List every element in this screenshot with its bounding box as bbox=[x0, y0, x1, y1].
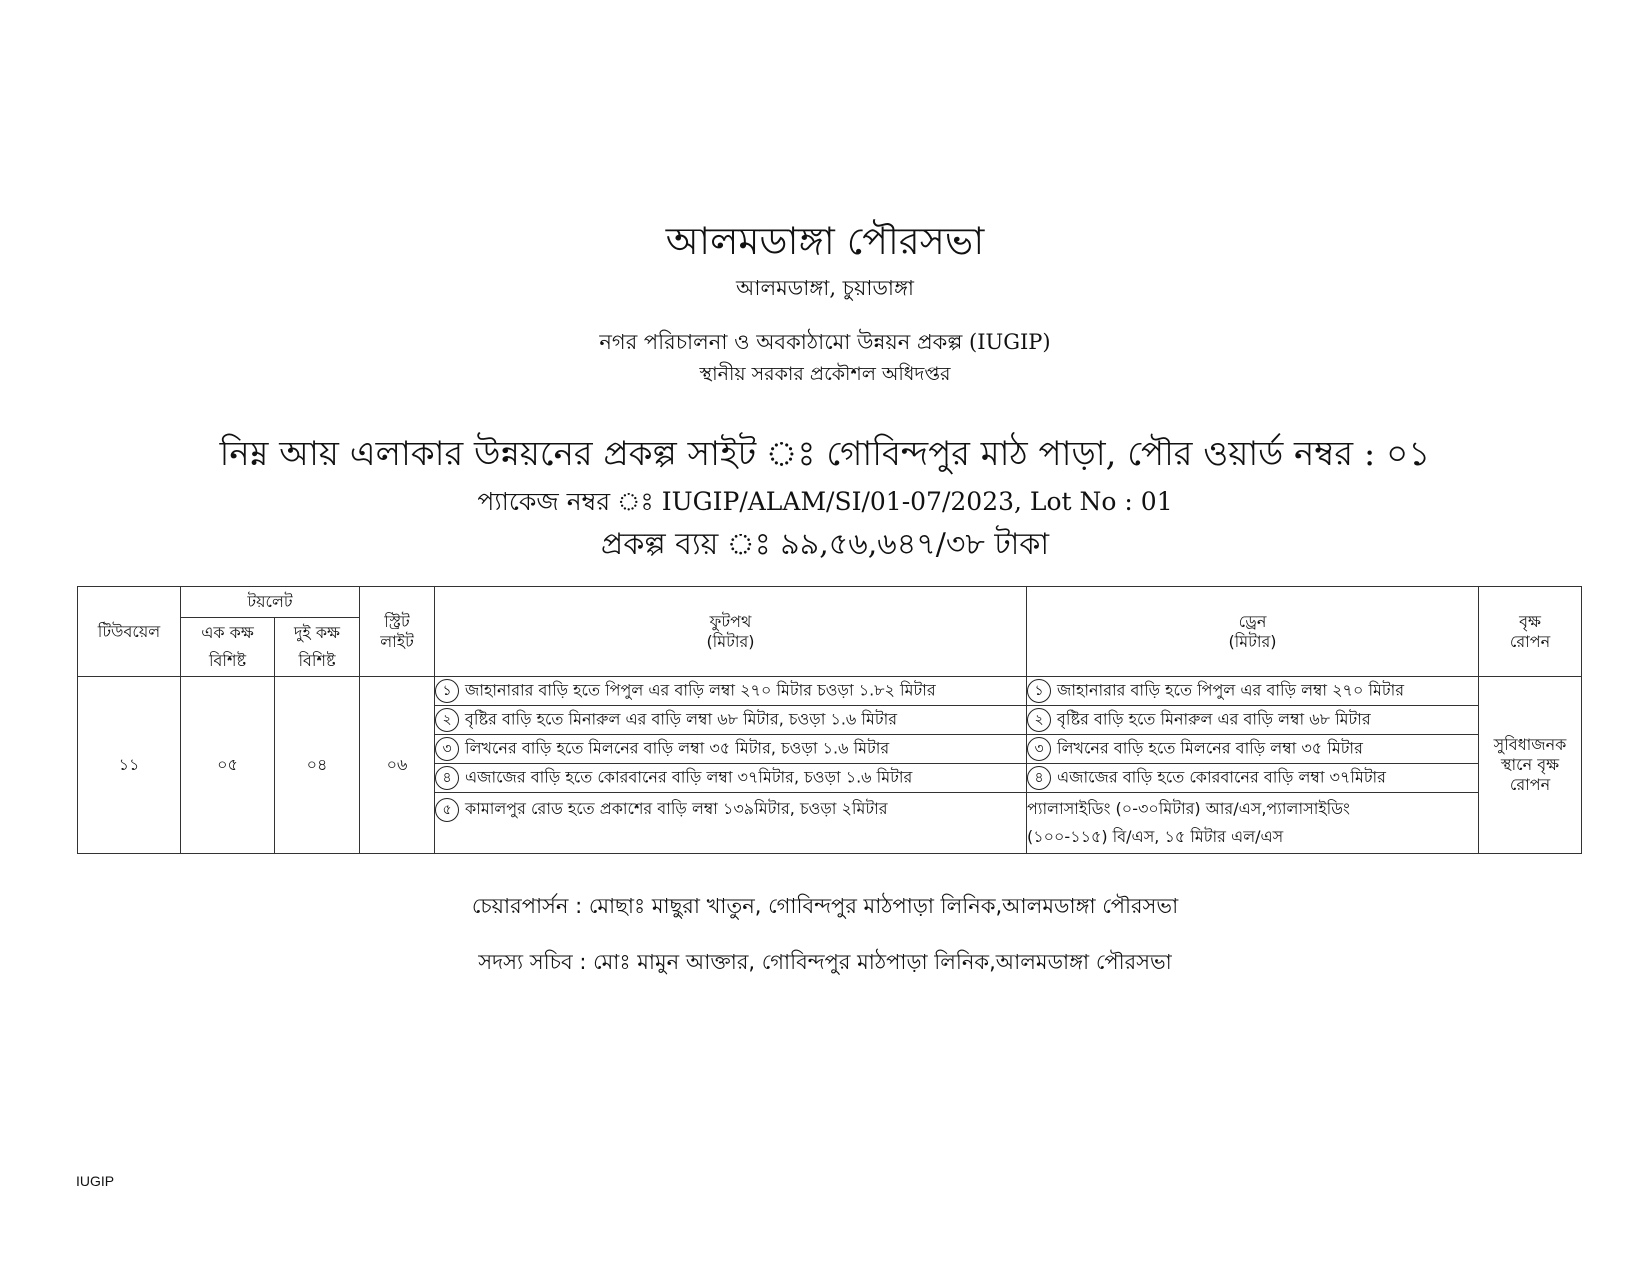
table-row bbox=[78, 677, 1582, 706]
drain-item: ৩ লিখনের বাড়ি হতে মিলনের বাড়ি লম্বা ৩৫ মিটার bbox=[1027, 735, 1479, 764]
header-tree-plantation: বৃক্ষ রোপন bbox=[1479, 587, 1582, 677]
drain-item: ২ বৃষ্টির বাড়ি হতে মিনারুল এর বাড়ি লম্বা ৬৮ মিটার bbox=[1027, 706, 1479, 735]
header-drain: ড্রেন (মিটার) bbox=[1027, 587, 1479, 677]
circled-number: ২ bbox=[435, 708, 459, 732]
project-name: নগর পরিচালনা ও অবকাঠামো উন্নয়ন প্রকল্প (IUGIP) bbox=[599, 330, 1051, 354]
footpath-item: ৪ এজাজের বাড়ি হতে কোরবানের বাড়ি লম্বা ৩৭মিটার, চওড়া ১.৬ মিটার bbox=[435, 764, 1027, 793]
department-name: স্থানীয় সরকার প্রকৌশল অধিদপ্তর bbox=[699, 363, 951, 385]
cell-toilet-two-room: ০৪ bbox=[275, 677, 360, 854]
footer-label: IUGIP bbox=[76, 1173, 115, 1189]
project-cost: প্রকল্প ব্যয় ঃ ৯৯,৫৬,৬৪৭/৩৮ টাকা bbox=[600, 527, 1050, 562]
footpath-item: ১ জাহানারার বাড়ি হতে পিপুল এর বাড়ি লম্বা ২৭০ মিটার চওড়া ১.৮২ মিটার bbox=[435, 677, 1027, 706]
footpath-item: ২ বৃষ্টির বাড়ি হতে মিনারুল এর বাড়ি লম্বা ৬৮ মিটার, চওড়া ১.৬ মিটার bbox=[435, 706, 1027, 735]
drain-note: প্যালাসাইডিং (০-৩০মিটার) আর/এস,প্যালাসাইডিং (১০০-১১৫) বি/এস, ১৫ মিটার এল/এস bbox=[1027, 793, 1479, 854]
circled-number: ৩ bbox=[435, 737, 459, 761]
works-table bbox=[77, 586, 1582, 854]
cell-toilet-one-room: ০৫ bbox=[181, 677, 275, 854]
member-secretary-line: সদস্য সচিব : মোঃ মামুন আক্তার, গোবিন্দপুর মাঠপাড়া লিনিক,আলমডাঙ্গা পৌরসভা bbox=[478, 950, 1172, 974]
circled-number: ৫ bbox=[435, 798, 459, 822]
footpath-item: ৩ লিখনের বাড়ি হতে মিলনের বাড়ি লম্বা ৩৫ মিটার, চওড়া ১.৬ মিটার bbox=[435, 735, 1027, 764]
circled-number: ৪ bbox=[435, 766, 459, 790]
cell-tree-plantation: সুবিধাজনক স্থানে বৃক্ষ রোপন bbox=[1479, 677, 1582, 854]
package-number: প্যাকেজ নম্বর ঃ IUGIP/ALAM/SI/01-07/2023, Lot No : 01 bbox=[477, 487, 1173, 516]
organization-location: আলমডাঙ্গা, চুয়াডাঙ্গা bbox=[735, 276, 915, 300]
drain-item: ৪ এজাজের বাড়ি হতে কোরবানের বাড়ি লম্বা ৩৭মিটার bbox=[1027, 764, 1479, 793]
circled-number: ২ bbox=[1027, 708, 1051, 732]
header-toilet: টয়লেট bbox=[181, 587, 360, 618]
site-title: নিম্ন আয় এলাকার উন্নয়নের প্রকল্প সাইট ঃ গোবিন্দপুর মাঠ পাড়া, পৌর ওয়ার্ড নম্বর : ০১ bbox=[219, 434, 1431, 474]
cell-street-light: ০৬ bbox=[360, 677, 435, 854]
organization-title: আলমডাঙ্গা পৌরসভা bbox=[665, 219, 985, 263]
header-tubewell: টিউবয়েল bbox=[78, 587, 181, 677]
circled-number: ১ bbox=[435, 679, 459, 703]
footpath-item: ৫ কামালপুর রোড হতে প্রকাশের বাড়ি লম্বা ১৩৯মিটার, চওড়া ২মিটার bbox=[435, 793, 1027, 854]
circled-number: ১ bbox=[1027, 679, 1051, 703]
circled-number: ৪ bbox=[1027, 766, 1051, 790]
header-street-light: স্ট্রিট লাইট bbox=[360, 587, 435, 677]
header-toilet-two-room: দুই কক্ষ বিশিষ্ট bbox=[275, 618, 360, 677]
drain-item: ১ জাহানারার বাড়ি হতে পিপুল এর বাড়ি লম্বা ২৭০ মিটার bbox=[1027, 677, 1479, 706]
header-footpath: ফুটপথ (মিটার) bbox=[435, 587, 1027, 677]
cell-tubewell: ১১ bbox=[78, 677, 181, 854]
table-header-row bbox=[78, 587, 1582, 618]
chairperson-line: চেয়ারপার্সন : মোছাঃ মাছুরা খাতুন, গোবিন্দপুর মাঠপাড়া লিনিক,আলমডাঙ্গা পৌরসভা bbox=[471, 894, 1179, 918]
header-toilet-one-room: এক কক্ষ বিশিষ্ট bbox=[181, 618, 275, 677]
circled-number: ৩ bbox=[1027, 737, 1051, 761]
